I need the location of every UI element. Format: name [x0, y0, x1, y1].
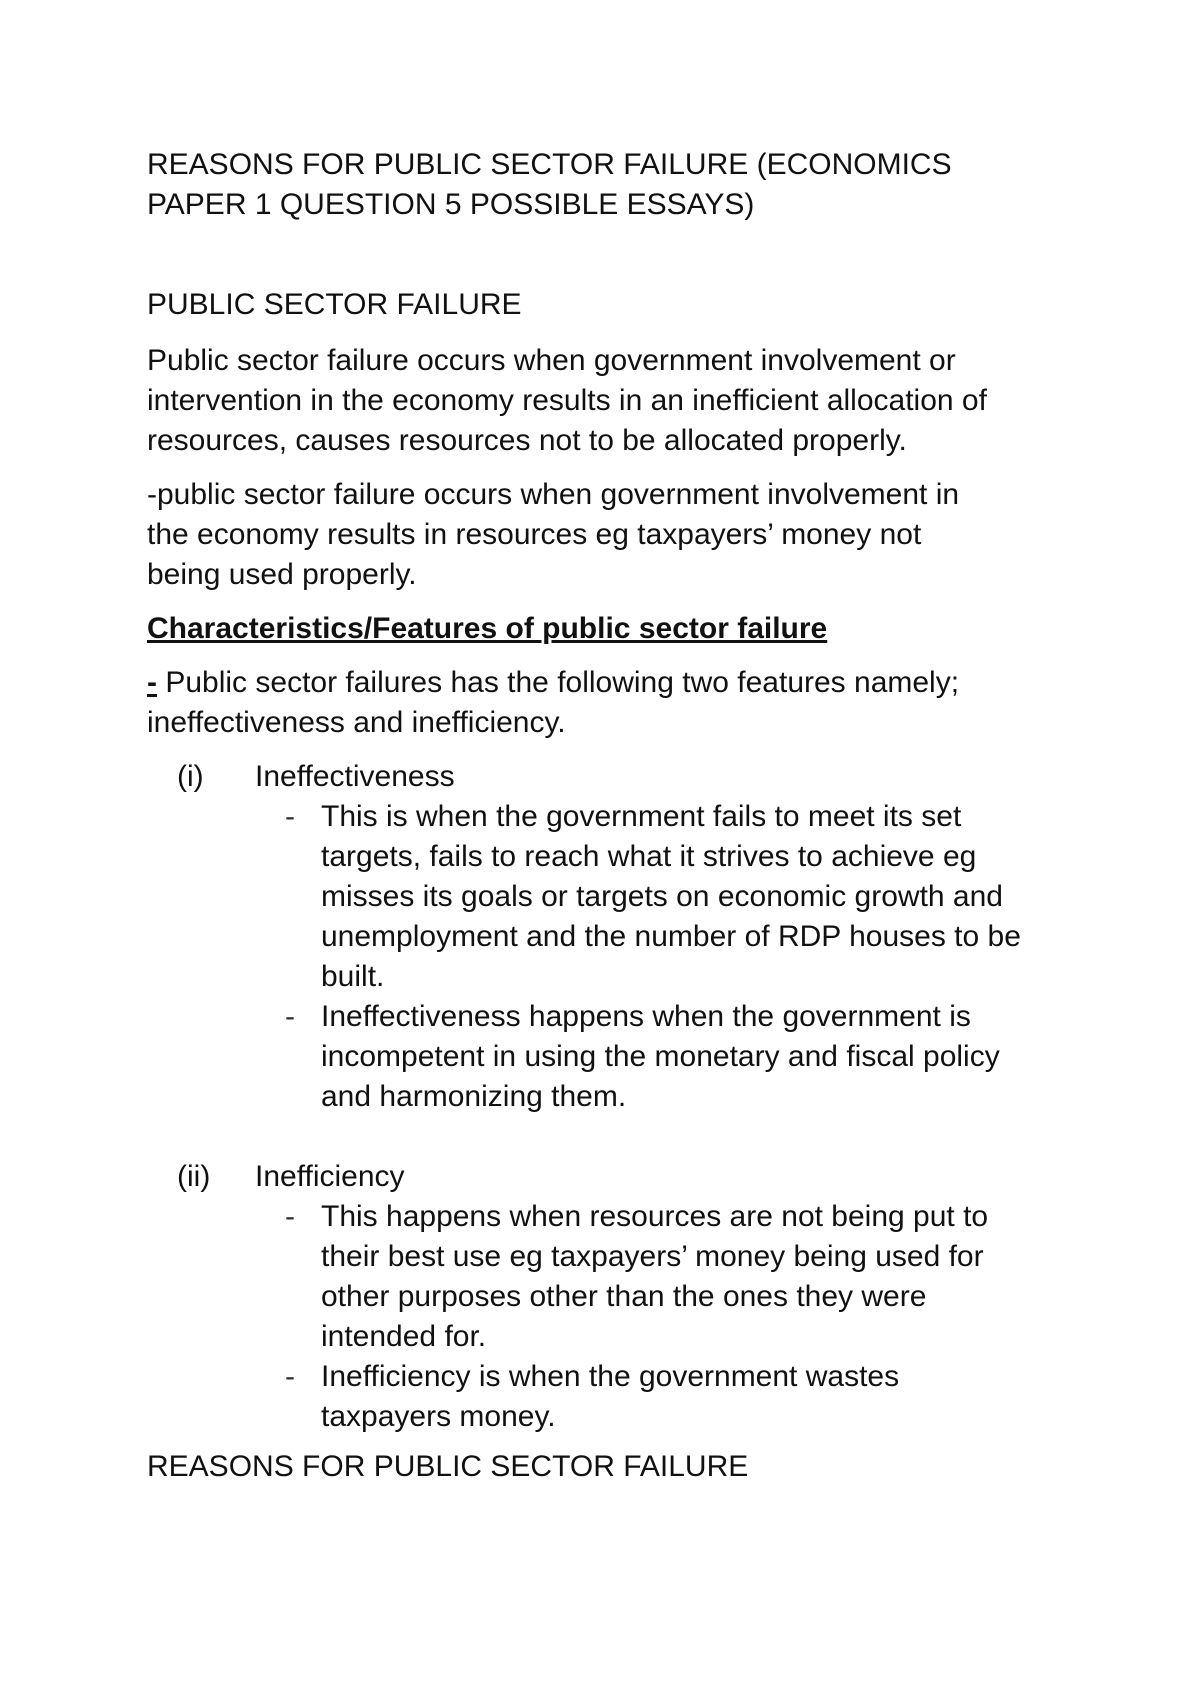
section-heading: PUBLIC SECTOR FAILURE	[147, 288, 522, 321]
document-title	[147, 145, 1087, 225]
bullet-text	[321, 1357, 899, 1437]
feature-bullets	[285, 797, 1087, 1117]
bullet-line: other purposes other than the ones they were	[321, 1280, 927, 1313]
characteristics-heading: Characteristics/Features of public sector failure	[147, 612, 828, 645]
bullet-item	[285, 997, 1087, 1117]
dash-bullet-icon: -	[285, 1360, 295, 1393]
definition-1-line-1: Public sector failure occurs when government involvement or	[147, 344, 956, 377]
feature-label: Ineffectiveness	[255, 760, 455, 793]
feature-ineffectiveness	[177, 757, 1087, 1117]
bullet-line: Inefficiency is when the government wastes	[321, 1360, 900, 1393]
bullet-line: unemployment and the number of RDP houses to be	[321, 920, 1021, 953]
document-page	[147, 145, 1087, 1487]
feature-label: Inefficiency	[255, 1160, 405, 1193]
bullet-line: This happens when resources are not being put to	[321, 1200, 989, 1233]
bullet-item	[285, 797, 1087, 997]
bullet-line: targets, fails to reach what it strives to achieve eg	[321, 840, 977, 873]
definition-2-line-2: the economy results in resources eg taxpayers’ money not	[147, 518, 922, 551]
dash-bullet-icon: -	[285, 1200, 295, 1233]
definition-2-line-1: -public sector failure occurs when government involvement in	[147, 478, 960, 511]
intro-line-1	[147, 663, 1087, 703]
definition-paragraph-1	[147, 341, 1087, 461]
roman-numeral: (ii)	[177, 1160, 211, 1193]
bullet-line: and harmonizing them.	[321, 1080, 627, 1113]
bullet-line: Ineffectiveness happens when the government is	[321, 1000, 971, 1033]
bullet-line: built.	[321, 960, 385, 993]
roman-numeral: (i)	[177, 760, 204, 793]
bullet-line: This is when the government fails to meet its set	[321, 800, 962, 833]
intro-dash: -	[147, 666, 157, 699]
feature-head	[177, 757, 1087, 797]
dash-bullet-icon: -	[285, 800, 295, 833]
bullet-line: incompetent in using the monetary and fiscal policy	[321, 1040, 1000, 1073]
bullet-text	[321, 997, 1000, 1117]
intro-line-2: ineffectiveness and inefficiency.	[147, 706, 566, 739]
dash-bullet-icon: -	[285, 1000, 295, 1033]
intro-line-1-text: Public sector failures has the following two features namely;	[157, 666, 960, 699]
bullet-line: misses its goals or targets on economic growth and	[321, 880, 1003, 913]
bullet-line: taxpayers money.	[321, 1400, 556, 1433]
bullet-text	[321, 797, 1021, 997]
reasons-heading: REASONS FOR PUBLIC SECTOR FAILURE	[147, 1450, 749, 1483]
intro-paragraph	[147, 663, 1087, 743]
bullet-line: their best use eg taxpayers’ money being used for	[321, 1240, 984, 1273]
bullet-line: intended for.	[321, 1320, 487, 1353]
spacer	[147, 1117, 1087, 1157]
feature-head	[177, 1157, 1087, 1197]
feature-inefficiency	[177, 1157, 1087, 1437]
bullet-text	[321, 1197, 988, 1357]
definition-1-line-3: resources, causes resources not to be allocated properly.	[147, 424, 907, 457]
definition-1-line-2: intervention in the economy results in an inefficient allocation of	[147, 384, 987, 417]
definition-2-line-3: being used properly.	[147, 558, 417, 591]
bullet-item	[285, 1197, 1087, 1357]
definition-paragraph-2	[147, 475, 1087, 595]
feature-bullets	[285, 1197, 1087, 1437]
title-line-2: PAPER 1 QUESTION 5 POSSIBLE ESSAYS)	[147, 188, 755, 221]
title-line-1: REASONS FOR PUBLIC SECTOR FAILURE (ECONOMICS	[147, 148, 952, 181]
bullet-item	[285, 1357, 1087, 1437]
